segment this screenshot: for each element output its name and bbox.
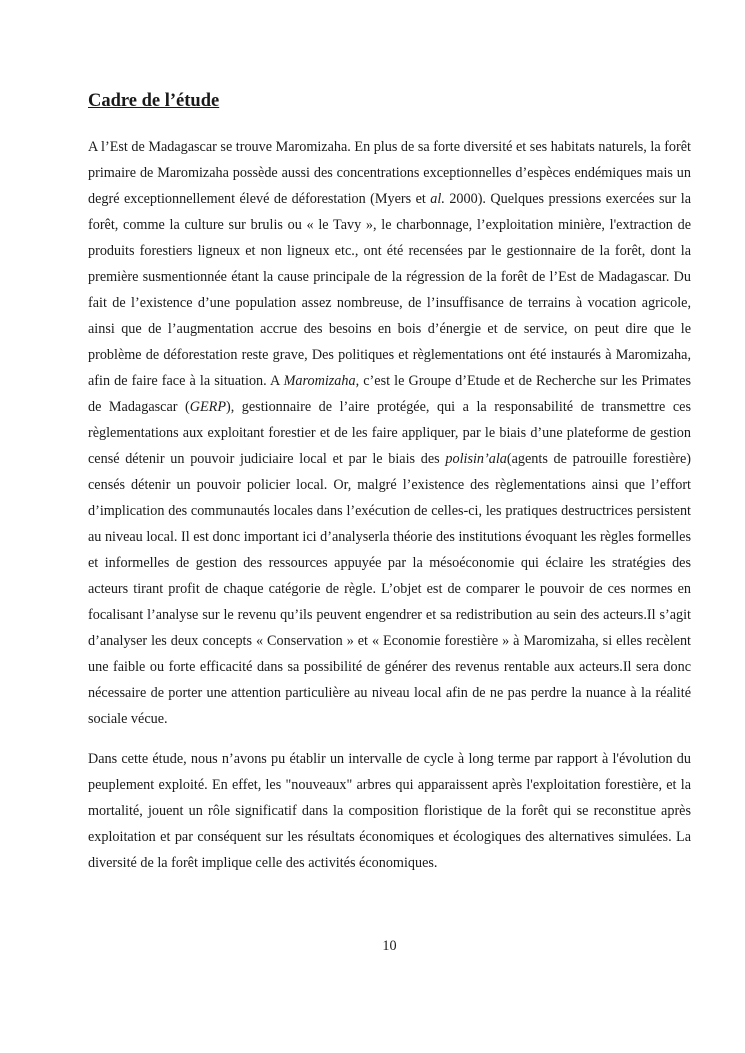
- document-page: [88, 88, 691, 876]
- paragraph-1-italic-al: al.: [430, 191, 445, 207]
- paragraph-1-text-2: 2000). Quelques pressions exercées sur la forêt, comme la culture sur brulis ou « le Tavy », le charbonnage, l’exploitation minière, l'extraction de produits forestiers ligneux et non ligneux etc., ont été recensées par le gestionnaire de la forêt, dont la première susmentionnée étant la cause principale de la régression de la forêt de l’Est de Madagascar. Du fait de l’existence d’une population assez nombreuse, de l’insuffisance de terrains à vocation agricole, ainsi que de l’augmentation accrue des besoins en bois d’énergie et de service, on peut dire que le problème de déforestation reste grave, Des politiques et règlementations ont été instaurés à Maromizaha, afin de faire face à la situation. A: [88, 191, 691, 389]
- paragraph-1-italic-maromizaha: Maromizaha: [283, 373, 356, 389]
- section-heading: Cadre de l’étude: [88, 91, 220, 111]
- paragraph-1-text-5: (agents de patrouille forestière) censés détenir un pouvoir policier local. Or, malgré l’existence des règlementations ainsi que l’effort d’implication des communautés locales dans l’exécution de celles-ci, les pratiques destructrices persistent au niveau local. Il est donc important ici d’analyserla théorie des institutions évoquant les règles formelles et informelles de gestion des ressources appuyée par la mésoéconomie qui éclaire les stratégies des acteurs tirant profit de chaque catégorie de règle. L’objet est de comparer le pouvoir de ces normes en focalisant l’analyse sur le revenu qu’ils peuvent engendrer et sa redistribution au sein des acteurs.Il s’agit d’analyser les deux concepts « Conservation » et « Economie forestière » à Maromizaha, si elles recèlent une faible ou forte efficacité dans sa possibilité de générer des revenus rentable aux acteurs.Il sera donc nécessaire de porter une attention particulière au niveau local afin de ne pas perdre la nuance à la réalité sociale vécue.: [88, 451, 691, 727]
- paragraph-1-italic-gerp: GERP: [189, 399, 226, 415]
- page-number: [0, 936, 745, 956]
- paragraph-1-text-4: ), gestionnaire de l’aire protégée, qui a la responsabilité de transmettre ces règlementations aux exploitant forestier et de les faire appliquer, par le biais d’une plateforme de gestion censé détenir un pouvoir judiciaire local et par le biais des: [88, 399, 691, 467]
- paragraph-2: Dans cette étude, nous n’avons pu établir un intervalle de cycle à long terme par rapport à l'évolution du peuplement exploité. En effet, les "nouveaux" arbres qui apparaissent après l'exploitation forestière, et la mortalité, jouent un rôle significatif dans la composition floristique de la forêt qui se reconstitue après exploitation et par conséquent sur les résultats économiques et écologiques des alternatives simulées. La diversité de la forêt implique celle des activités économiques.: [88, 751, 691, 871]
- paragraph-1-text-1: A l’Est de Madagascar se trouve Maromizaha. En plus de sa forte diversité et ses habitats naturels, la forêt primaire de Maromizaha possède aussi des concentrations exceptionnelles d’espèces endémiques mais un degré exceptionnellement élevé de déforestation (Myers et: [88, 139, 691, 207]
- paragraph-1-italic-polisinala: polisin’ala: [445, 451, 507, 467]
- page-number-text: 10: [382, 938, 397, 954]
- paragraph-1-text-3: , c’est le Groupe d’Etude et de Recherche sur les Primates de Madagascar (: [88, 373, 691, 415]
- paragraph-1: [88, 134, 691, 732]
